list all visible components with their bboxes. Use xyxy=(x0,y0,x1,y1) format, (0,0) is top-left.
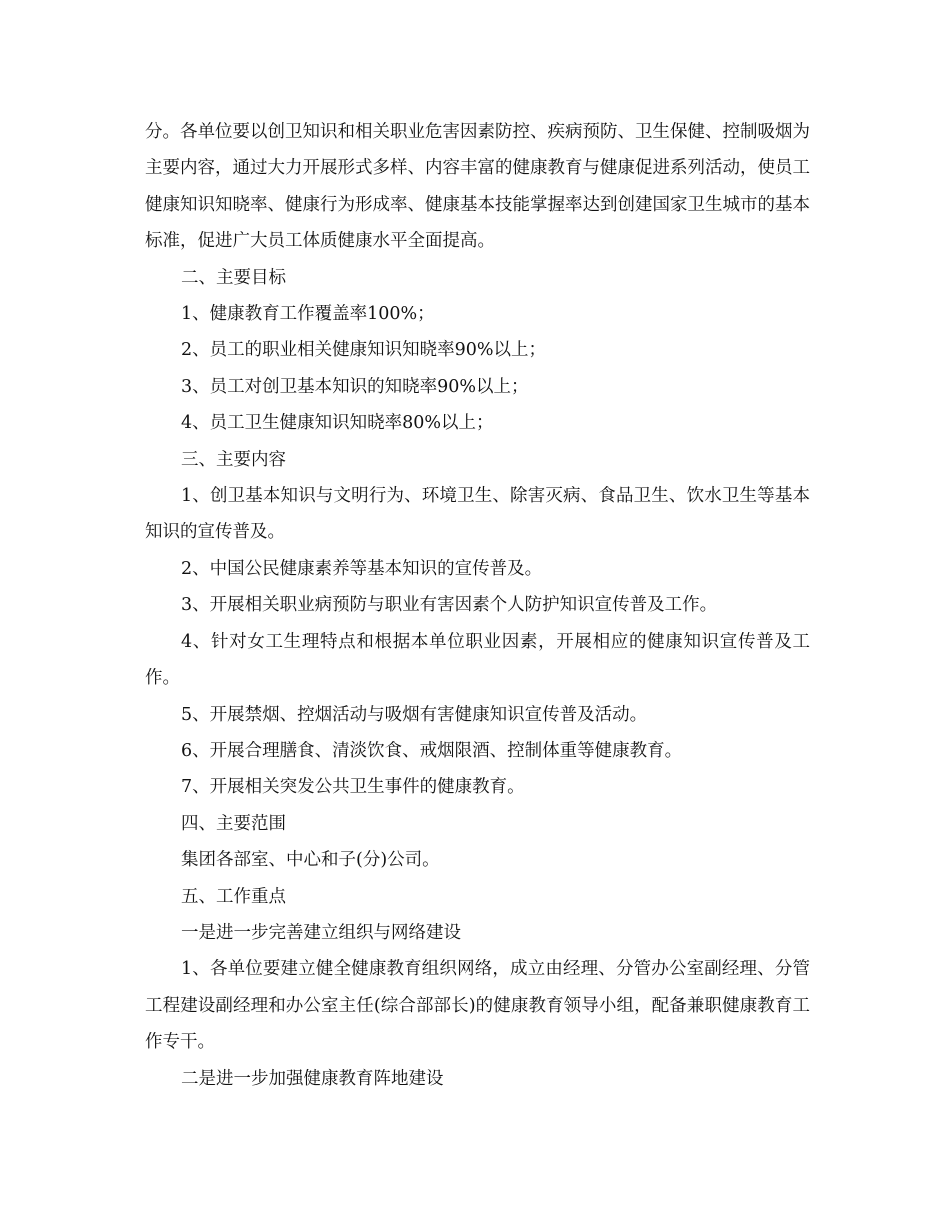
goal-item-4: 4、员工卫生健康知识知晓率80%以上； xyxy=(181,413,494,434)
content-item-5: 5、开展禁烟、控烟活动与吸烟有害健康知识宣传普及活动。 xyxy=(181,704,648,725)
focus-subheading-1: 一是进一步完善建立组织与网络建设 xyxy=(181,922,461,943)
focus-item-1: 1、各单位要建立健全健康教育组织网络，成立由经理、分管办公室副经理、分管工程建设副经理和办公室主任(综合部部长)的健康教育领导小组，配备兼职健康教育工作专干。 xyxy=(145,959,810,1053)
heading-work-focus: 五、工作重点 xyxy=(181,886,286,907)
content-item-1: 1、创卫基本知识与文明行为、环境卫生、除害灭病、食品卫生、饮水卫生等基本知识的宣传普及。 xyxy=(145,486,810,543)
goal-item-3: 3、员工对创卫基本知识的知晓率90%以上； xyxy=(181,376,529,397)
scope-text: 集团各部室、中心和子(分)公司。 xyxy=(181,850,440,871)
content-item-2: 2、中国公民健康素养等基本知识的宣传普及。 xyxy=(181,558,543,579)
focus-subheading-2: 二是进一步加强健康教育阵地建设 xyxy=(181,1068,444,1089)
content-item-3: 3、开展相关职业病预防与职业有害因素个人防护知识宣传普及工作。 xyxy=(181,595,718,616)
goal-item-2: 2、员工的职业相关健康知识知晓率90%以上； xyxy=(181,340,547,361)
heading-main-content: 三、主要内容 xyxy=(181,449,286,470)
content-item-4: 4、针对女工生理特点和根据本单位职业因素，开展相应的健康知识宣传普及工作。 xyxy=(145,631,810,689)
document-body xyxy=(145,114,810,1097)
goal-item-1: 1、健康教育工作覆盖率100%； xyxy=(181,304,435,325)
heading-main-scope: 四、主要范围 xyxy=(181,813,286,834)
heading-main-goals: 二、主要目标 xyxy=(181,267,286,288)
content-item-7: 7、开展相关突发公共卫生事件的健康教育。 xyxy=(181,777,525,798)
content-item-6: 6、开展合理膳食、清淡饮食、戒烟限酒、控制体重等健康教育。 xyxy=(181,740,683,761)
paragraph-intro: 分。各单位要以创卫知识和相关职业危害因素防控、疾病预防、卫生保健、控制吸烟为主要内容，通过大力开展形式多样、内容丰富的健康教育与健康促进系列活动，使员工健康知识知晓率、健康行为形成率、健康基本技能掌握率达到创建国家卫生城市的基本标准，促进广大员工体质健康水平全面提高。 xyxy=(145,122,810,252)
